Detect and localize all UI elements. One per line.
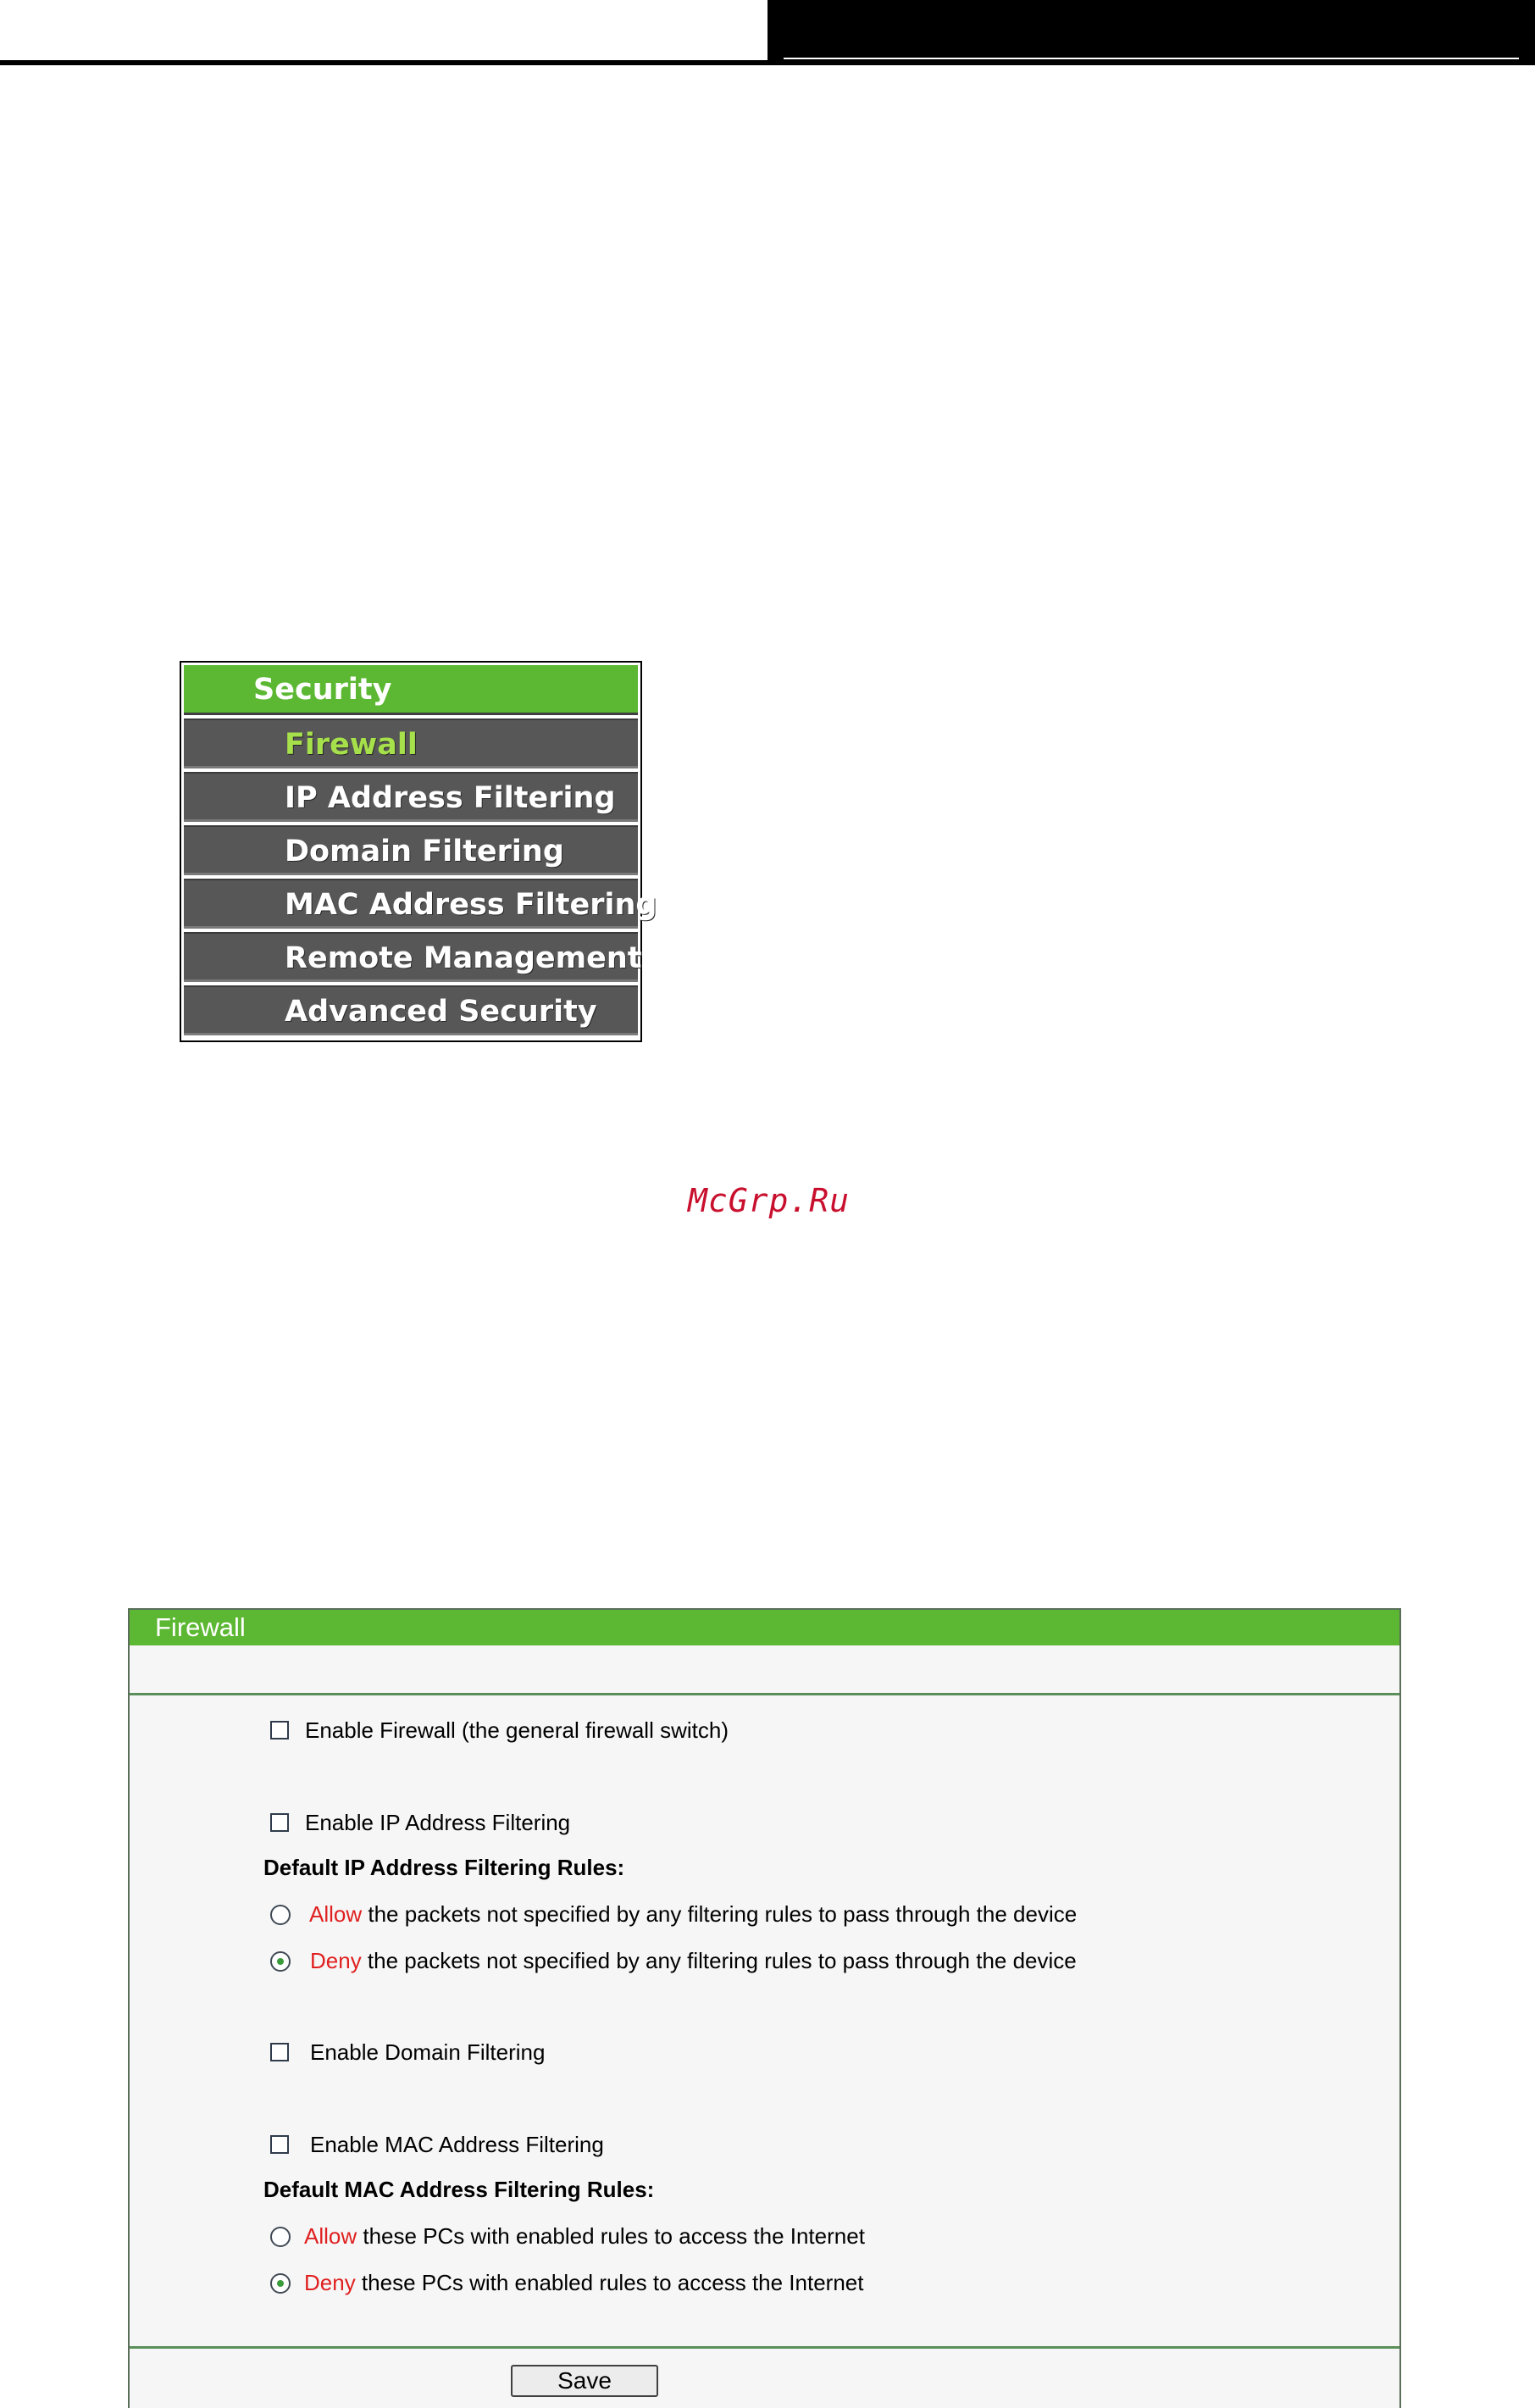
security-menu: [180, 661, 657, 1042]
ip-rule-deny-label: [310, 1945, 1077, 1976]
menu-item-ip-address-filtering[interactable]: IP Address Filtering: [184, 772, 638, 822]
header-block: [768, 0, 1535, 65]
ip-rules-heading: Default IP Address Filtering Rules:: [263, 1855, 625, 1880]
ip-rule-allow-label: [309, 1899, 1077, 1929]
mac-rule-allow-radio[interactable]: [270, 2227, 291, 2247]
radio-selected-dot: [277, 1958, 284, 1965]
mac-rule-allow-text: these PCs with enabled rules to access the Internet: [357, 2223, 865, 2249]
mac-rule-deny-text: these PCs with enabled rules to access the Internet: [355, 2270, 864, 2295]
menu-item-remote-management[interactable]: Remote Management: [184, 932, 638, 982]
mac-rule-allow-keyword: Allow: [304, 2223, 357, 2249]
mac-rule-allow-label: [304, 2221, 865, 2251]
mac-rules-heading: Default MAC Address Filtering Rules:: [263, 2177, 655, 2202]
watermark: McGrp.Ru: [688, 1182, 851, 1219]
menu-heading-security[interactable]: Security: [184, 665, 638, 715]
panel-divider-bottom: [130, 2346, 1399, 2349]
ip-rule-allow-keyword: Allow: [309, 1901, 363, 1927]
ip-rule-allow-text: the packets not specified by any filtering rules to pass through the device: [362, 1901, 1078, 1927]
firewall-panel: [128, 1608, 1401, 2408]
mac-rule-deny-label: [304, 2267, 863, 2298]
enable-ip-filtering-label: Enable IP Address Filtering: [305, 1810, 571, 1835]
radio-selected-dot: [277, 2280, 284, 2287]
enable-mac-filtering-checkbox[interactable]: [270, 2135, 289, 2154]
menu-item-firewall[interactable]: Firewall: [184, 719, 638, 768]
enable-ip-filtering-checkbox[interactable]: [270, 1813, 289, 1832]
enable-firewall-checkbox[interactable]: [270, 1721, 289, 1739]
ip-rule-deny-keyword: Deny: [310, 1948, 362, 1973]
mac-rule-deny-keyword: Deny: [304, 2270, 356, 2295]
header-block-line: [784, 58, 1519, 59]
enable-domain-filtering-checkbox[interactable]: [270, 2043, 289, 2061]
enable-mac-filtering-label: Enable MAC Address Filtering: [310, 2132, 604, 2157]
save-button[interactable]: Save: [511, 2365, 658, 2397]
panel-divider-top: [130, 1693, 1399, 1695]
menu-item-mac-address-filtering[interactable]: MAC Address Filtering: [184, 879, 638, 929]
ip-rule-allow-radio[interactable]: [270, 1905, 291, 1925]
enable-firewall-label: Enable Firewall (the general firewall switch): [305, 1717, 729, 1743]
menu-item-advanced-security[interactable]: Advanced Security: [184, 985, 638, 1035]
menu-item-domain-filtering[interactable]: Domain Filtering: [184, 825, 638, 875]
ip-rule-deny-text: the packets not specified by any filtering rules to pass through the device: [361, 1948, 1077, 1973]
panel-title: Firewall: [130, 1610, 1399, 1645]
ip-rule-deny-radio[interactable]: [270, 1951, 291, 1972]
header-rule: [0, 60, 768, 65]
mac-rule-deny-radio[interactable]: [270, 2273, 291, 2294]
enable-domain-filtering-label: Enable Domain Filtering: [310, 2039, 546, 2065]
